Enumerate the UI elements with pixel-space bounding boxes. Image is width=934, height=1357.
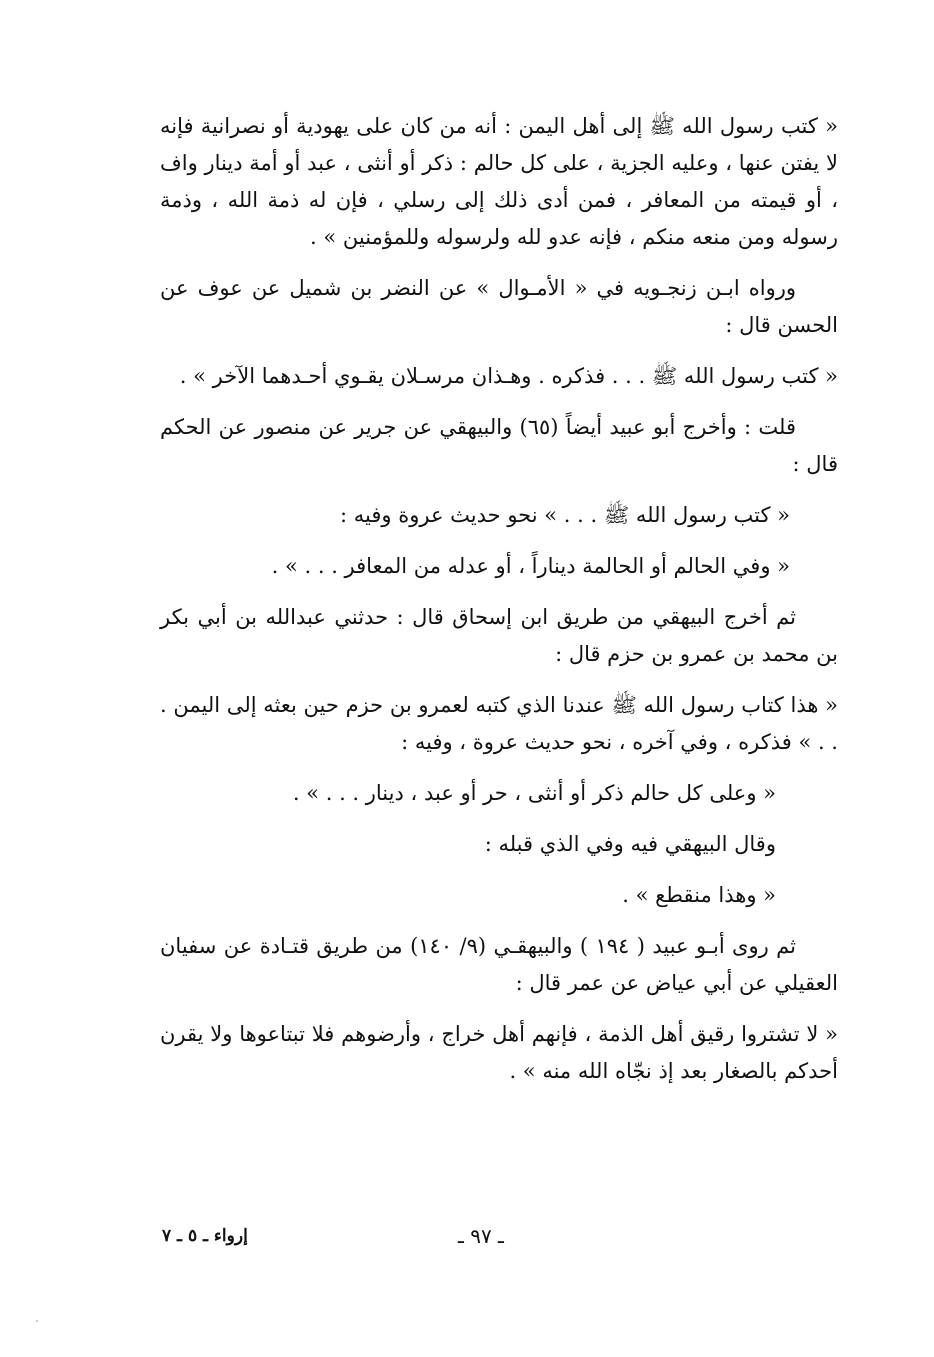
paragraph-quote-mursalan: « كتب رسول الله ﷺ . . . فذكره . وهـذان مرسـلان يقـوي أحـدهما الآخر » . [179,364,838,388]
paragraph-abu-ubayd: قلت : وأخرج أبو عبيد أيضاً (٦٥) والبيهقي عن جرير عن منصور عن الحكم قال : [160,415,838,476]
paragraph-quote-munqati: « وهذا منقطع » . [622,883,776,907]
paragraph-quote-letter: « كتب رسول الله ﷺ إلى أهل اليمن : أنه من كان على يهودية أو نصرانية فإنه لا يفتن عنها ، وعليه الجزية ، على كل حالم : ذكر أو أنثى ، عبد أو أمة دينار واف ، أو قيمته من المعافر ، فمن أدى ذلك إلى رسلي ، فإن له ذمة الله ، وذمة رسوله ومن منعه منكم ، فإنه عدو لله ولرسوله وللمؤمنين » . [160,114,838,249]
paragraph-qatada: ثم روى أبـو عبيد ( ١٩٤ ) والبيهقـي (٩/ ١٤٠) من طريق قتـادة عن سفيان العقيلي عن أبي عياض عن عمر قال : [160,934,838,995]
paragraph-quote-halim: « وفي الحالم أو الحالمة ديناراً ، أو عدله من المعافر . . . » . [271,554,790,578]
paragraph-quote-amr-ibn-hazm: « هذا كتاب رسول الله ﷺ عندنا الذي كتبه لعمرو بن حزم حين بعثه إلى اليمن . . . » فذكره ، وفي آخره ، نحو حديث عروة ، وفيه : [160,693,838,754]
paragraph-bayhaqi-comment: وقال البيهقي فيه وفي الذي قبله : [484,832,776,856]
margin-speck [36,1320,38,1322]
paragraph-quote-urwa: « كتب رسول الله ﷺ . . . » نحو حديث عروة وفيه : [340,503,790,527]
paragraph-quote-umar: « لا تشتروا رقيق أهل الذمة ، فإنهم أهل خراج ، وأرضوهم فلا تبتاعوها ولا يقرن أحدكم بالصغار بعد إذ نجّاه الله منه » . [160,1022,838,1083]
paragraph-zanjawayh: ورواه ابـن زنجـويه في « الأمـوال » عن النضر بن شميل عن عوف عن الحسن قال : [160,276,838,337]
printer-signature: إرواء ـ ٥ ـ ٧ [162,1226,248,1246]
page-footer [0,1224,934,1254]
body-text [160,108,838,1104]
page-number: ـ ٩٧ ـ [458,1224,504,1248]
paragraph-quote-dinar: « وعلى كل حالم ذكر أو أنثى ، حر أو عبد ، دينار . . . » . [292,781,776,805]
paragraph-ibn-ishaq: ثم أخرج البيهقي من طريق ابن إسحاق قال : حدثني عبدالله بن أبي بكر بن محمد بن عمرو بن حزم قال : [160,605,838,666]
